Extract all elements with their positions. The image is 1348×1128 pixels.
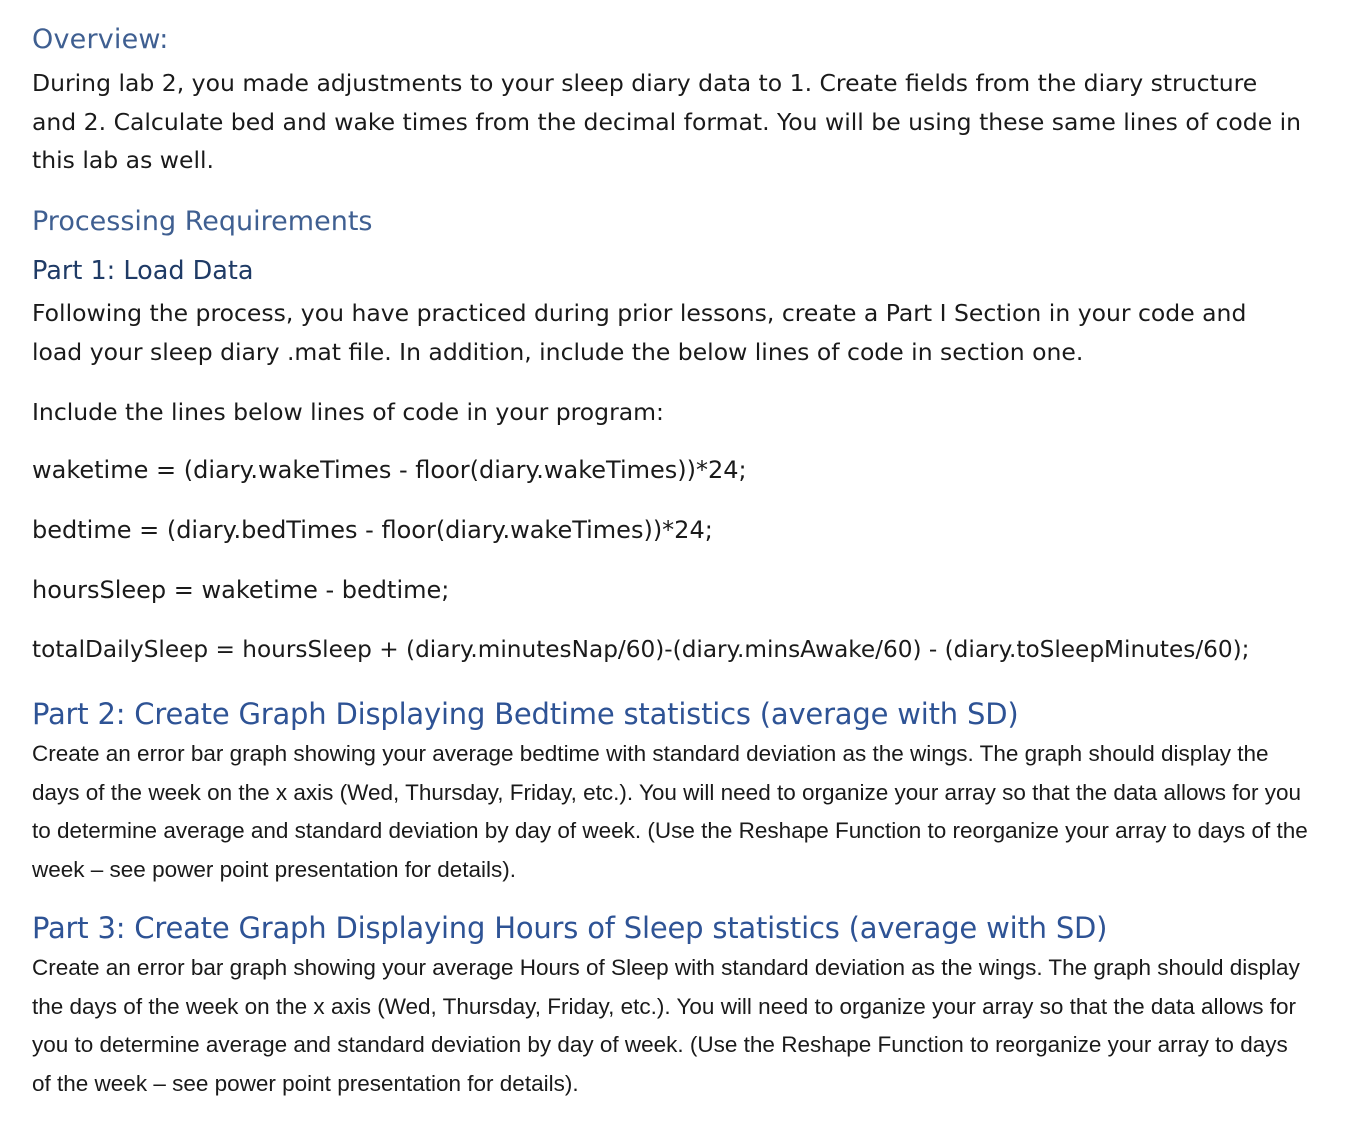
code-line-hourssleep: hoursSleep = waketime - bedtime; [32, 576, 450, 604]
code-line-waketime: waketime = (diary.wakeTimes - floor(diary.wakeTimes))*24; [32, 456, 747, 484]
part2-paragraph: Create an error bar graph showing your average bedtime with standard deviation as the wings. The graph should display the days of the week on the x axis (Wed, Thursday, Friday, etc.). You will need to organize your array so that the data allows for you to determine average and standard deviation by day of week. (Use the Reshape Function to reorganize your array to days of the week – see power point presentation for details). [32, 741, 1308, 882]
part2-heading: Part 2: Create Graph Displaying Bedtime statistics (average with SD) [32, 697, 1019, 731]
part1-heading: Part 1: Load Data [32, 256, 254, 286]
code-line-bedtime: bedtime = (diary.bedTimes - floor(diary.wakeTimes))*24; [32, 516, 713, 544]
part1-paragraph: Following the process, you have practiced during prior lessons, create a Part I Section in your code and load your sleep diary .mat file. In addition, include the below lines of code in section one. [32, 299, 1247, 366]
part1-include-text: Include the lines below lines of code in your program: [32, 398, 664, 426]
overview-paragraph: During lab 2, you made adjustments to your sleep diary data to 1. Create fields from the diary structure and 2. Calculate bed and wake times from the decimal format. You will be using these same lines of code in this lab as well. [32, 69, 1302, 174]
part3-heading: Part 3: Create Graph Displaying Hours of Sleep statistics (average with SD) [32, 911, 1108, 945]
overview-heading: Overview: [32, 24, 169, 55]
processing-requirements-heading: Processing Requirements [32, 206, 373, 237]
part3-paragraph: Create an error bar graph showing your average Hours of Sleep with standard deviation as the wings. The graph should display the days of the week on the x axis (Wed, Thursday, Friday, etc.). You will need to organize your array so that the data allows for you to determine average and standard deviation by day of week. (Use the Reshape Function to reorganize your array to days of the week – see power point presentation for details). [32, 955, 1300, 1096]
code-line-totaldailysleep: totalDailySleep = hoursSleep + (diary.minutesNap/60)-(diary.minsAwake/60) - (diary.toSleepMinutes/60); [32, 636, 1250, 663]
